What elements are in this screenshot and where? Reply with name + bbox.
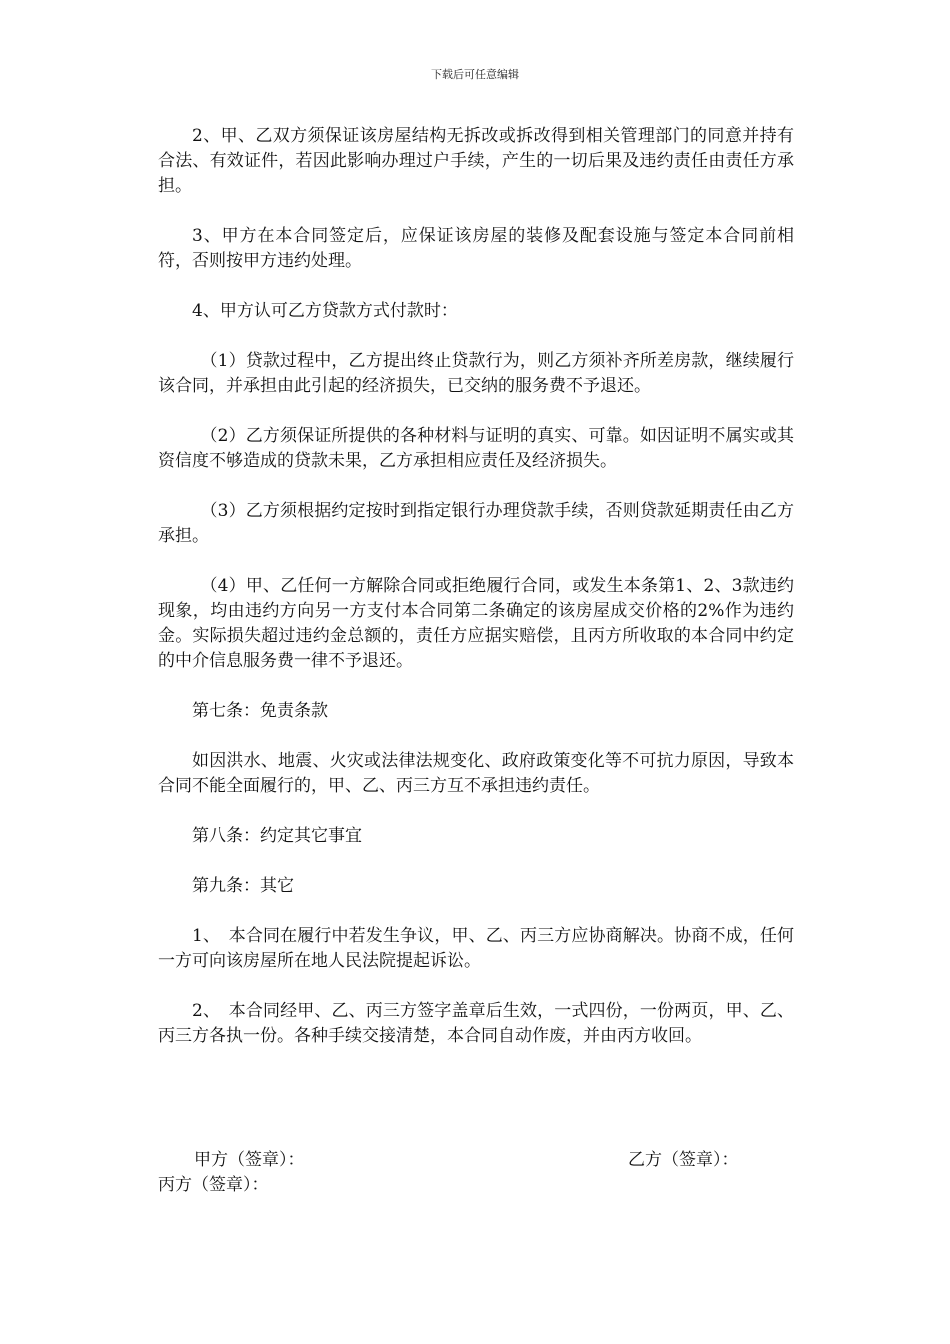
clause-paragraph: 1、 本合同在履行中若发生争议，甲、乙、丙三方应协商解决。协商不成，任何一方可向该房屋所在地人民法院提起诉讼。: [158, 926, 794, 971]
clause-paragraph: 4、甲方认可乙方贷款方式付款时：: [192, 301, 458, 321]
sub-clause-paragraph: （3）乙方须根据约定按时到指定银行办理贷款手续，否则贷款延期责任由乙方承担。: [158, 501, 794, 546]
clause-paragraph: 2、甲、乙双方须保证该房屋结构无拆改或拆改得到相关管理部门的同意并持有合法、有效证件，若因此影响办理过户手续，产生的一切后果及违约责任由责任方承担。: [158, 126, 794, 196]
party-a-signature: 甲方（签章）：: [194, 1150, 305, 1170]
party-c-signature: 丙方（签章）：: [158, 1175, 269, 1195]
sub-clause-paragraph: （2）乙方须保证所提供的各种材料与证明的真实、可靠。如因证明不属实或其资信度不够造成的贷款未果，乙方承担相应责任及经济损失。: [158, 426, 794, 471]
party-b-signature: 乙方（签章）：: [628, 1150, 739, 1170]
article-heading: 第八条：约定其它事宜: [192, 826, 362, 846]
clause-paragraph: 2、 本合同经甲、乙、丙三方签字盖章后生效，一式四份，一份两页，甲、乙、丙三方各执一份。各种手续交接清楚，本合同自动作废，并由丙方收回。: [158, 1001, 794, 1046]
clause-paragraph: 如因洪水、地震、火灾或法律法规变化、政府政策变化等不可抗力原因，导致本合同不能全面履行的，甲、乙、丙三方互不承担违约责任。: [158, 751, 794, 796]
article-heading: 第九条：其它: [192, 876, 294, 896]
clause-paragraph: 3、甲方在本合同签定后，应保证该房屋的装修及配套设施与签定本合同前相符，否则按甲方违约处理。: [158, 226, 794, 271]
article-heading: 第七条：免责条款: [192, 701, 328, 721]
sub-clause-paragraph: （4）甲、乙任何一方解除合同或拒绝履行合同，或发生本条第1、2、3款违约现象，均由违约方向另一方支付本合同第二条确定的该房屋成交价格的2%作为违约金。实际损失超过违约金总额的，责任方应据实赔偿，且丙方所收取的本合同中约定的中介信息服务费一律不予退还。: [158, 576, 794, 671]
page-header: 下载后可任意编辑: [431, 68, 519, 81]
contract-body: [158, 124, 794, 1074]
sub-clause-paragraph: （1）贷款过程中，乙方提出终止贷款行为，则乙方须补齐所差房款，继续履行该合同，并承担由此引起的经济损失，已交纳的服务费不予退还。: [158, 351, 794, 396]
